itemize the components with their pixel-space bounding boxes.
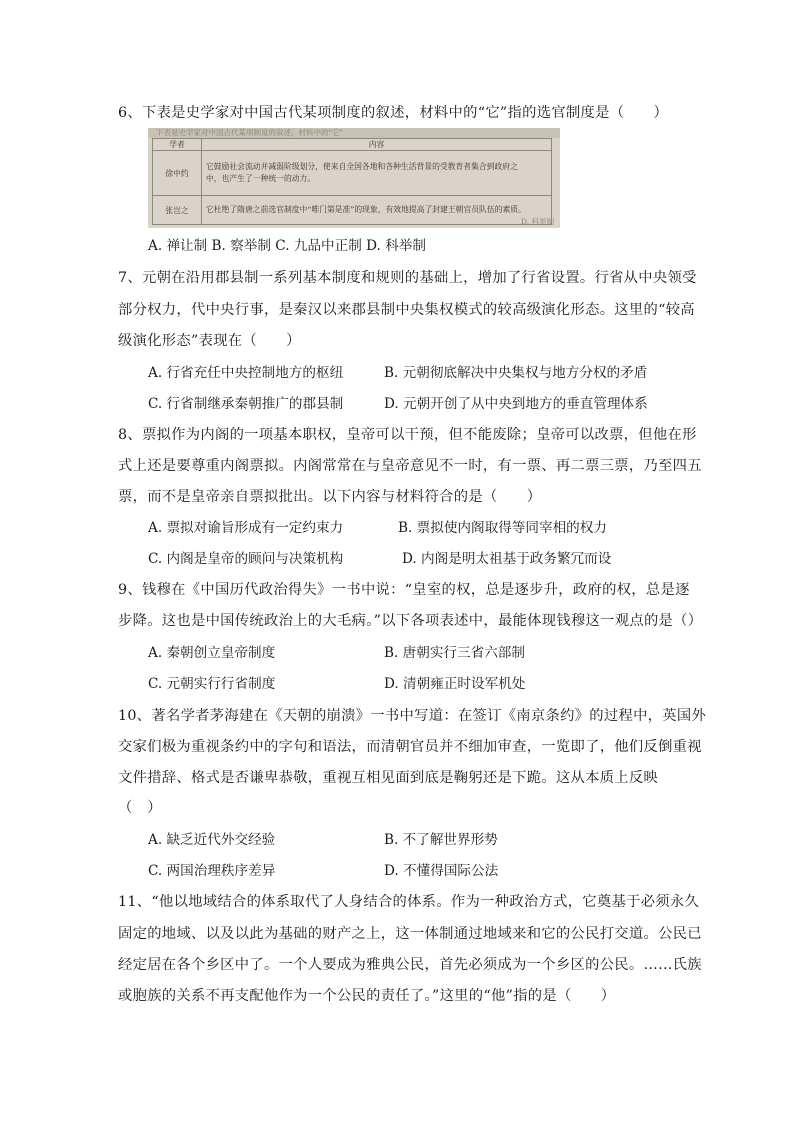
- q10-line-1: 10、著名学者茅海建在《天朝的崩溃》一书中写道：在签订《南京条约》的过程中，英国外: [118, 708, 707, 724]
- q10-line-3: 文件措辞、格式是否谦卑恭敬，重视互相见面到底是鞠躬还是下跪。这从本质上反映: [118, 770, 659, 786]
- table-cell-scholar: 徐中约: [153, 151, 202, 196]
- q11-line-3: 经定居在各个乡区中了。一个人要成为雅典公民，首先必须成为一个乡区的公民。……氏族: [118, 957, 702, 973]
- q10-line-2: 交家们极为重视条约中的字句和语法，而清朝官员并不细加审查，一览即了，他们反倒重视: [118, 739, 702, 755]
- q9-option-a: A. 秦朝创立皇帝制度: [148, 645, 276, 661]
- q10-option-b: B. 不了解世界形势: [384, 832, 498, 848]
- table-header-scholar: 学者: [153, 139, 202, 151]
- q8-line-2: 式上还是要尊重内阁票拟。内阁常常在与皇帝意见不一时，有一票、再二票三票，乃至四五: [118, 458, 702, 474]
- q11-line-1: 11、“他以地域结合的体系取代了人身结合的体系。作为一种政治方式，它奠基于必须永久: [118, 894, 700, 910]
- table-cell-content: [202, 151, 552, 196]
- q10-line-4: （ ）: [118, 800, 162, 816]
- q8-option-c: C. 内阁是皇帝的顾问与决策机构: [148, 551, 344, 567]
- table-cell-content: [202, 196, 552, 225]
- table-cell-scholar: 张岂之: [153, 196, 202, 225]
- q8-line-1: 8、票拟作为内阁的一项基本职权，皇帝可以干预，但不能废除；皇帝可以改票，但他在形: [118, 427, 697, 443]
- q6-table: [152, 138, 552, 225]
- q8-option-b: B. 票拟使内阁取得等同宰相的权力: [398, 520, 607, 536]
- q7-line-2: 部分权力，代中央行事，是秦汉以来郡县制中央集权模式的较高级演化形态。这里的“较高: [118, 302, 695, 318]
- q9-option-d: D. 清朝雍正时设军机处: [384, 676, 526, 692]
- table-cell-content-line: 它鼓励社会流动并减弱阶级划分，使来自全国各地和各种生活背景的受教育者集合到政府之: [206, 162, 518, 171]
- q8-option-a: A. 票拟对谕旨形成有一定约束力: [148, 520, 344, 536]
- table-row: [153, 196, 552, 225]
- q10-option-d: D. 不懂得国际公法: [384, 863, 499, 879]
- table-cell-content-line: 中，也产生了一种统一的动力。: [206, 174, 316, 183]
- q6-table-photo: [148, 128, 560, 228]
- q7-line-3: 级演化形态”表现在（ ）: [118, 333, 301, 349]
- q11-line-2: 固定的地域、以及以此为基础的财产之上，这一体制通过地域来和它的公民打交道。公民已: [118, 926, 702, 942]
- q10-option-c: C. 两国治理秩序差异: [148, 863, 276, 879]
- q6-table-caption-fragment: 下表是史学家对中国古代某项制度的叙述，材料中的"它": [148, 128, 560, 138]
- q11-line-4: 或胞族的关系不再支配他作为一个公民的责任了。”这里的“他”指的是（ ）: [118, 988, 616, 1004]
- q6-options: A. 禅让制 B. 察举制 C. 九品中正制 D. 科举制: [148, 238, 426, 254]
- table-cell-content-line: 它杜绝了隋唐之前选官制度中“唯门第是准”的现象，有效地提高了封建王朝官员队伍的素质。: [206, 205, 526, 214]
- q9-option-b: B. 唐朝实行三省六部制: [384, 645, 525, 661]
- q7-option-a: A. 行省充任中央控制地方的枢纽: [148, 365, 344, 381]
- q7-option-d: D. 元朝开创了从中央到地方的垂直管理体系: [384, 396, 648, 412]
- q7-line-1: 7、元朝在沿用郡县制一系列基本制度和规则的基础上，增加了行省设置。行省从中央领受: [118, 270, 697, 286]
- q9-line-2: 步降。这也是中国传统政治上的大毛病。”以下各项表述中，最能体现钱穆这一观点的是（）: [118, 613, 703, 629]
- q6-table-corner-fragment: D. 科举制: [520, 217, 554, 226]
- q6-stem: 6、下表是史学家对中国古代某项制度的叙述，材料中的“它”指的选官制度是（ ）: [118, 105, 669, 121]
- q8-option-d: D. 内阁是明太祖基于政务繁冗而设: [402, 551, 612, 567]
- q10-option-a: A. 缺乏近代外交经验: [148, 832, 276, 848]
- table-header-row: [153, 139, 552, 151]
- q7-option-b: B. 元朝彻底解决中央集权与地方分权的矛盾: [384, 365, 648, 381]
- q9-option-c: C. 元朝实行行省制度: [148, 676, 276, 692]
- q9-line-1: 9、钱穆在《中国历代政治得失》一书中说：“皇室的权，总是逐步升，政府的权，总是逐: [118, 582, 690, 598]
- q7-option-c: C. 行省制继承秦朝推广的郡县制: [148, 396, 344, 412]
- table-header-content: 内容: [202, 139, 552, 151]
- table-row: [153, 151, 552, 196]
- q8-line-3: 票，而不是皇帝亲自票拟批出。以下内容与材料符合的是（ ）: [118, 489, 542, 505]
